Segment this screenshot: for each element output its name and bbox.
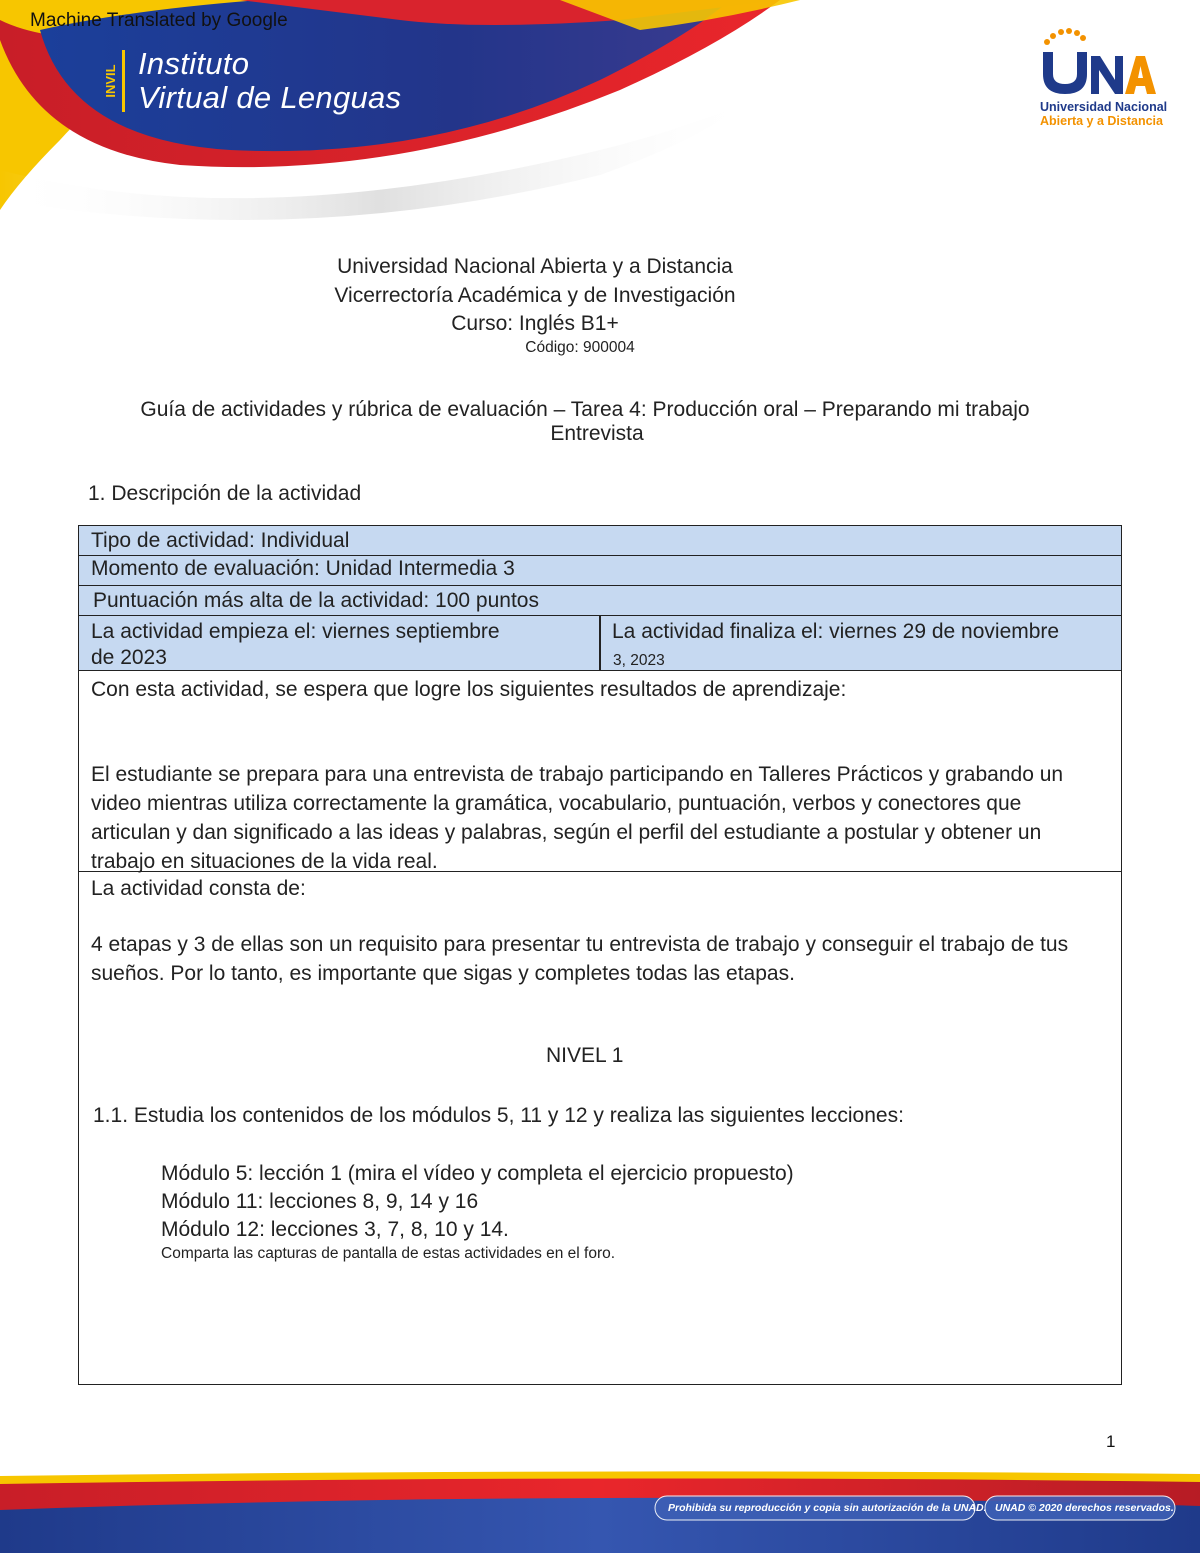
fecha-inicio-line1: La actividad empieza el: viernes septiembre xyxy=(91,620,500,643)
unad-logo-line1: Universidad Nacional xyxy=(1040,100,1168,114)
row-puntuacion xyxy=(79,586,1121,616)
fecha-inicio-line2: de 2023 xyxy=(91,646,167,669)
modulo-11-item: Módulo 11: lecciones 8, 9, 14 y 16 xyxy=(161,1190,479,1213)
consta-text: 4 etapas y 3 de ellas son un requisito para presentar tu entrevista de trabajo y conseguir el trabajo de tus sueños. Por lo tanto, es importante que sigas y completes todas las etapas. xyxy=(91,933,1069,985)
modulo-5-item: Módulo 5: lección 1 (mira el vídeo y completa el ejercicio propuesto) xyxy=(161,1162,794,1185)
course-name: Curso: Inglés B1+ xyxy=(451,312,619,335)
puntuacion: Puntuación más alta de la actividad: 100 puntos xyxy=(93,589,539,612)
page-number: 1 xyxy=(1106,1432,1116,1451)
fecha-fin-line1: La actividad finaliza el: viernes 29 de noviembre xyxy=(612,620,1060,643)
course-code: Código: 900004 xyxy=(525,339,635,356)
machine-translated-notice: Machine Translated by Google xyxy=(30,10,288,31)
university-name: Universidad Nacional Abierta y a Distancia xyxy=(337,255,733,278)
consta-intro: La actividad consta de: xyxy=(91,877,306,900)
ivl-vertical-text: INVIL xyxy=(103,64,118,98)
unad-logo-line2: Abierta y a Distancia xyxy=(1040,114,1163,128)
row-fechas xyxy=(79,616,1121,671)
row-momento xyxy=(79,556,1121,586)
vicerrectoria-line: Vicerrectoría Académica y de Investigación xyxy=(334,284,736,307)
section-heading: 1. Descripción de la actividad xyxy=(88,482,362,505)
date-divider xyxy=(599,616,601,670)
row-consta xyxy=(79,872,1121,1384)
guide-title-line1: Guía de actividades y rúbrica de evaluación – Tarea 4: Producción oral – Preparando mi trabajo xyxy=(140,398,1030,421)
modulo-12-item: Módulo 12: lecciones 3, 7, 8, 10 y 14. xyxy=(161,1218,509,1241)
ivl-logo-mark xyxy=(100,50,126,112)
unad-logo xyxy=(1035,28,1165,100)
ivl-title-line1: Instituto xyxy=(138,46,250,81)
nivel-heading: NIVEL 1 xyxy=(546,1044,624,1067)
comparta-note: Comparta las capturas de pantalla de estas actividades en el foro. xyxy=(161,1245,616,1262)
footer-copy-notice: Prohibida su reproducción y copia sin autorización de la UNAD. xyxy=(668,1502,987,1514)
estudia-instruction: 1.1. Estudia los contenidos de los módulos 5, 11 y 12 y realiza las siguientes lecciones: xyxy=(93,1104,904,1127)
fecha-fin-line2: 3, 2023 xyxy=(613,652,665,669)
row-resultados xyxy=(79,671,1121,872)
resultados-text: El estudiante se prepara para una entrevista de trabajo participando en Talleres Prácticos y grabando un video mientras utiliza correctamente la gramática, vocabulario, puntuación, verbos y conectores que articulan y dan significado a las ideas y palabras, según el perfil del estudiante a postular y obtener un trabajo en situaciones de la vida real. xyxy=(91,763,1064,873)
row-tipo xyxy=(79,526,1121,556)
footer-rights-notice: UNAD © 2020 derechos reservados. xyxy=(995,1502,1174,1514)
tipo-actividad: Tipo de actividad: Individual xyxy=(91,529,350,552)
ivl-title-line2: Virtual de Lenguas xyxy=(138,80,402,115)
momento-evaluacion: Momento de evaluación: Unidad Intermedia 3 xyxy=(91,557,515,580)
resultados-intro: Con esta actividad, se espera que logre los siguientes resultados de aprendizaje: xyxy=(91,678,847,701)
activity-description-table xyxy=(78,525,1122,1385)
guide-title-line2: Entrevista xyxy=(550,422,644,445)
